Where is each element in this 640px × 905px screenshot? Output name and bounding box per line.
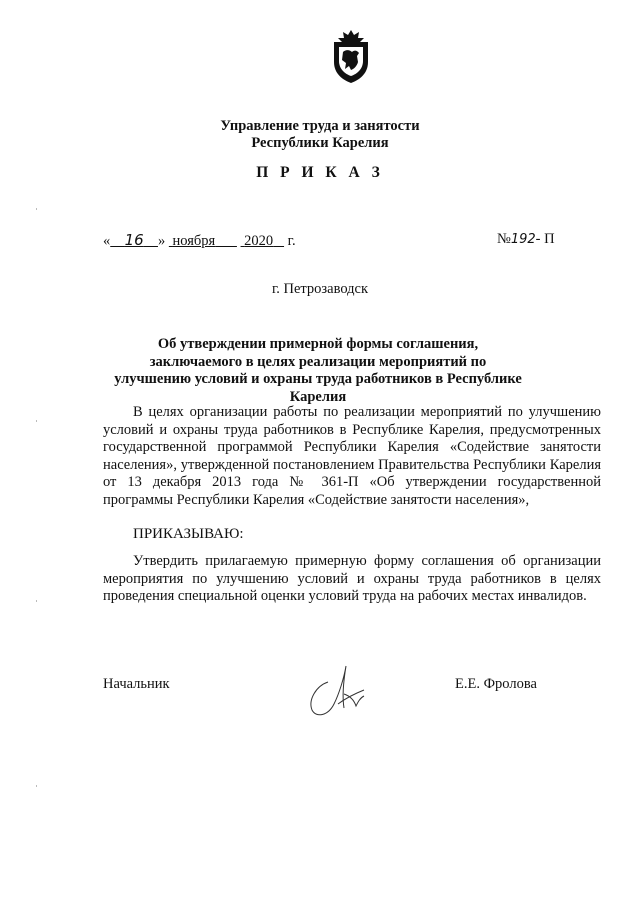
number-prefix: №	[497, 231, 511, 247]
preamble-paragraph: В целях организации работы по реализации мероприятий по улучшению условий и охраны труда работников в Республике Карелия, предусмотренных государственной программой Республики Карелия «Содействие занятости населения», утвержденной постановлением Правительства Республики Карелия от 13 декабря 2013 года № 361-П «Об утверждении государственной программы Республики Карелия «Содействие занятости населения»,	[103, 404, 601, 508]
decision-paragraph: Утвердить прилагаемую примерную форму соглашения об организации мероприятия по улучшению условий и охраны труда работников в целях проведения специальной оценки условий труда на рабочих местах инвалидов.	[103, 553, 601, 604]
scan-margin-mark	[36, 420, 37, 422]
quote-close: »	[157, 233, 166, 249]
order-subject: Об утверждении примерной формы соглашения, заключаемого в целях реализации мероприятий по улучшению условий и охраны труда работников в Республике Карелия	[114, 336, 522, 405]
number-value: 192	[510, 232, 536, 247]
year-suffix: г.	[287, 233, 296, 249]
order-day: 16	[124, 231, 144, 249]
decree-word: ПРИКАЗЫВАЮ:	[133, 526, 244, 542]
signatory-position: Начальник	[103, 676, 170, 692]
order-month: ноября	[172, 233, 216, 249]
organization-name	[0, 118, 640, 152]
scan-margin-mark	[36, 785, 37, 787]
document-type: П Р И К А З	[256, 164, 384, 181]
order-date	[103, 231, 296, 250]
scan-margin-mark	[36, 600, 37, 602]
org-line-2: Республики Карелия	[251, 135, 389, 151]
scan-margin-mark	[36, 208, 37, 210]
order-year: 2020	[244, 233, 274, 249]
karelia-coat-of-arms-icon	[328, 28, 374, 84]
handwritten-signature	[300, 660, 380, 722]
order-number: №192- П	[497, 231, 555, 247]
city: г. Петрозаводск	[271, 281, 369, 297]
signatory-name: Е.Е. Фролова	[455, 676, 537, 692]
org-line-1: Управление труда и занятости	[220, 118, 420, 134]
quote-open: «	[103, 233, 111, 249]
number-suffix: П	[544, 231, 555, 247]
